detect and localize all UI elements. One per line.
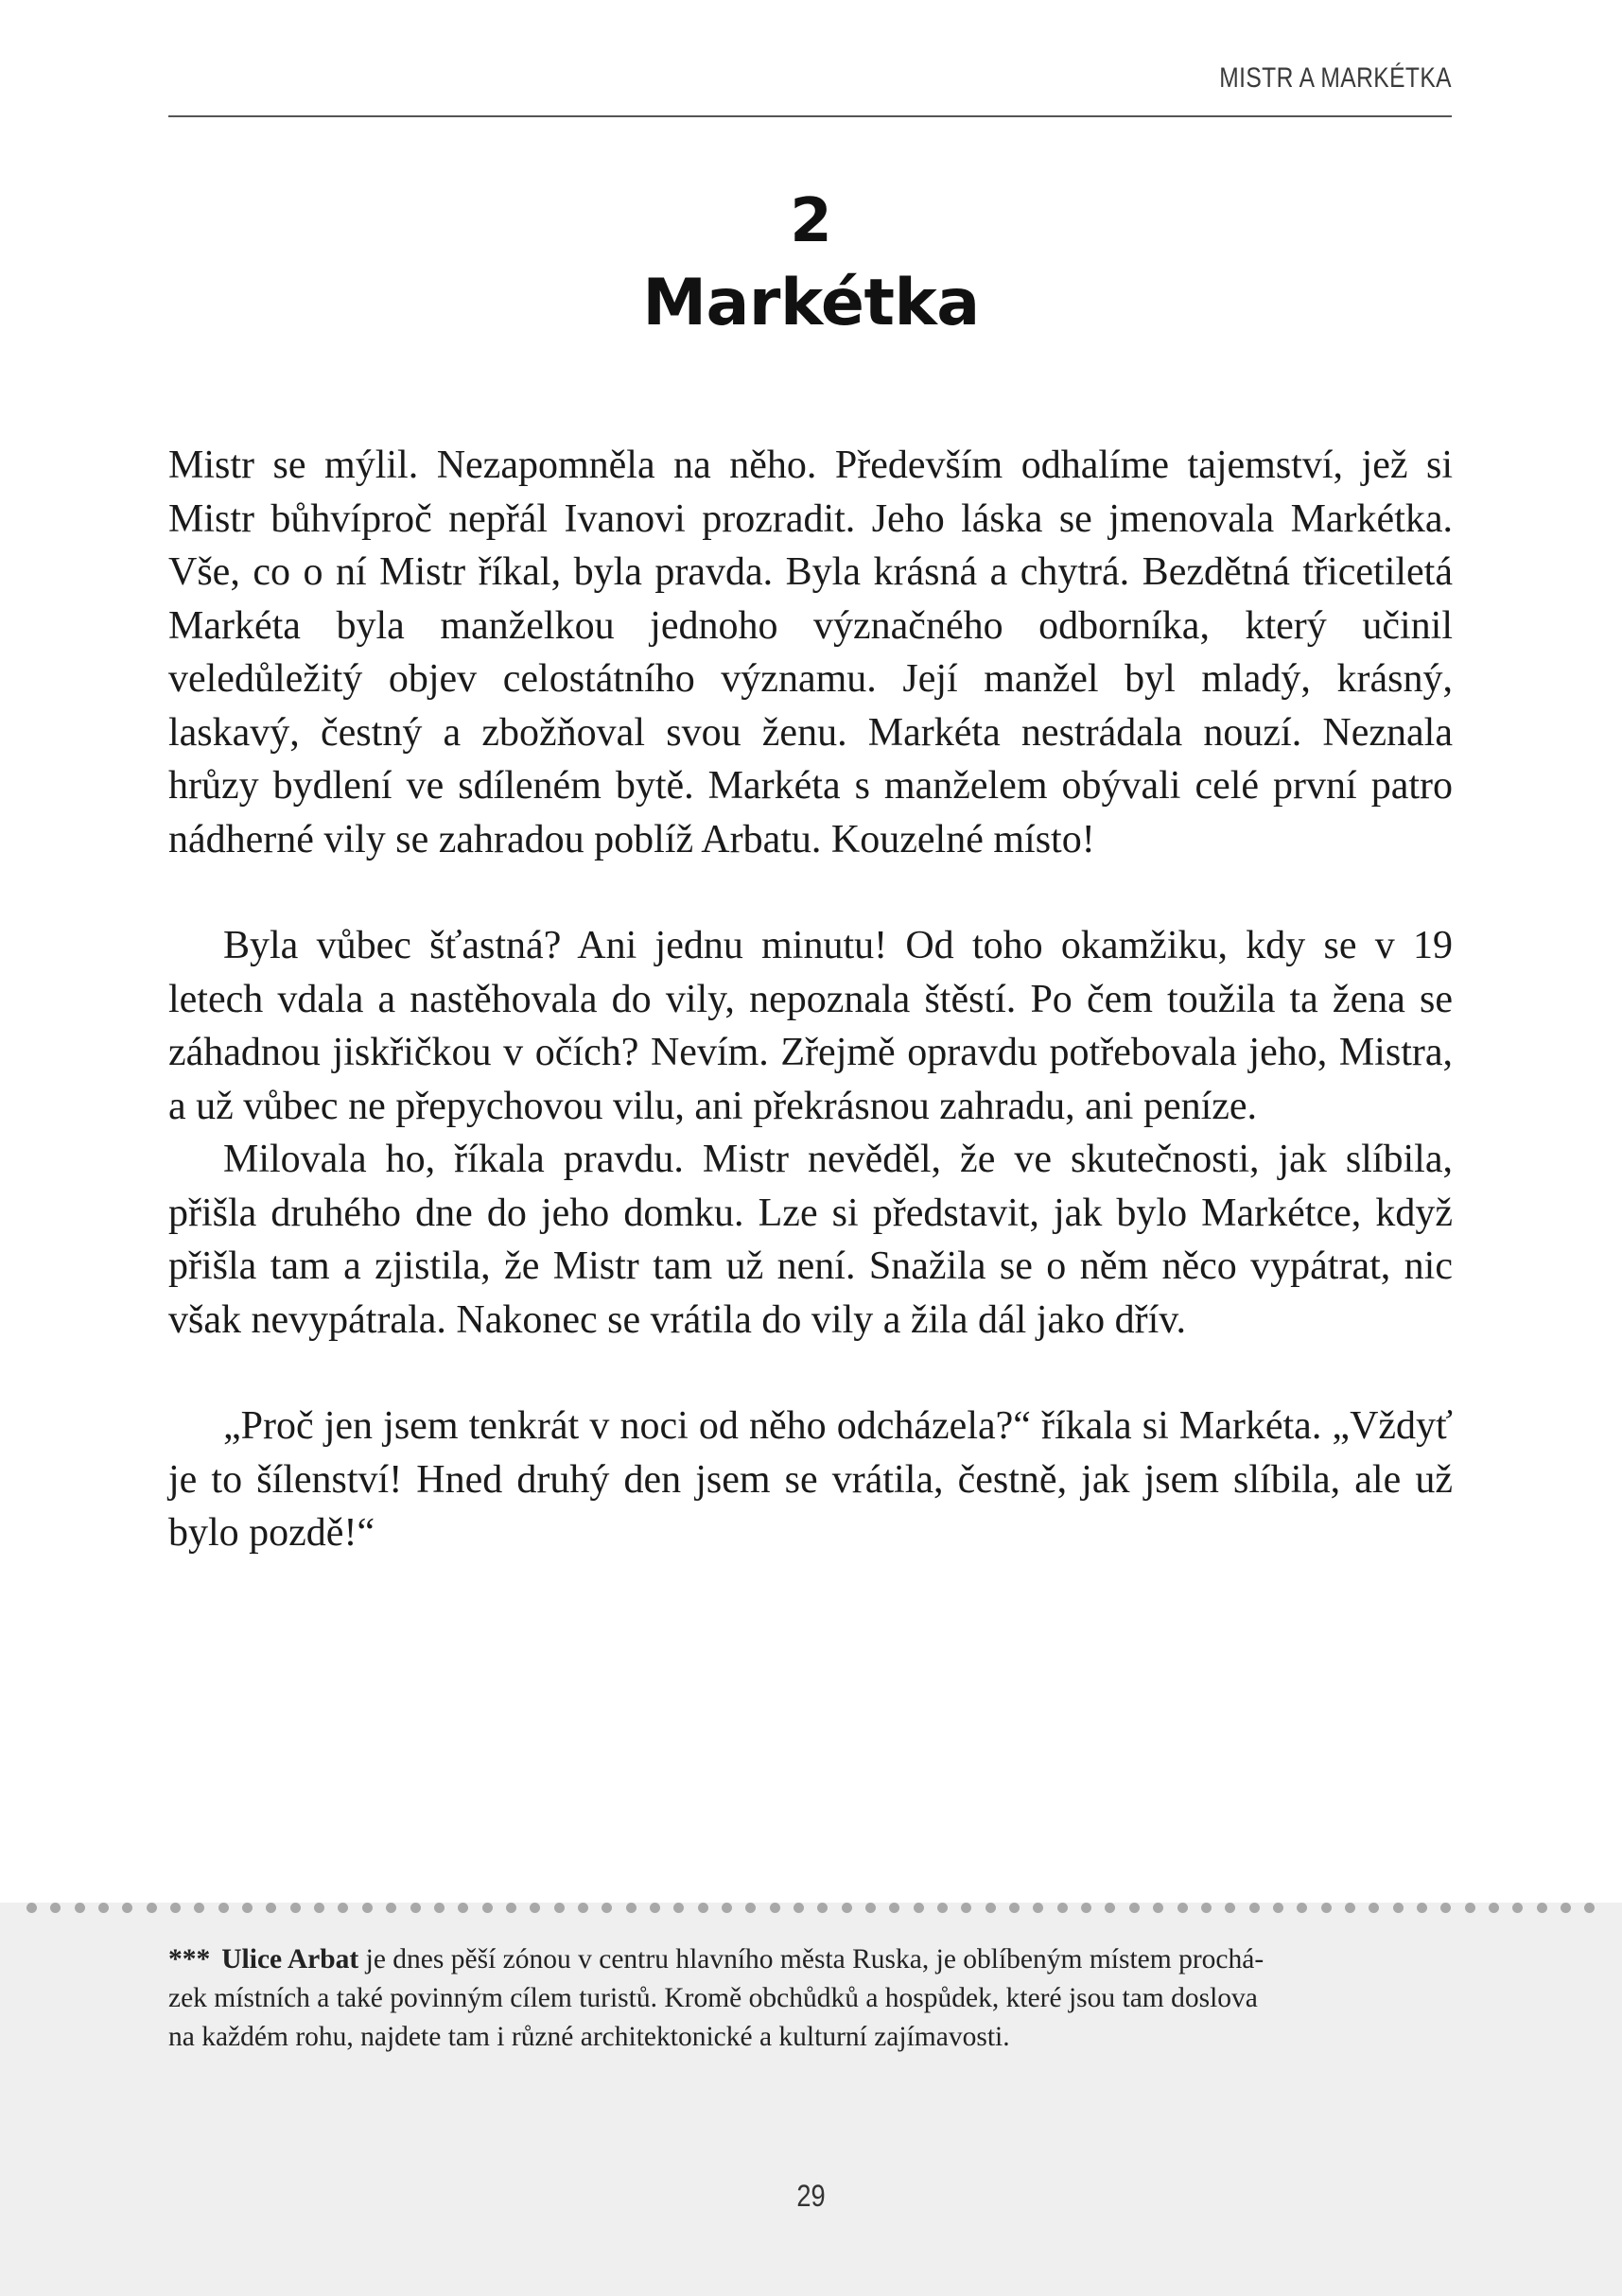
divider-dot — [722, 1903, 732, 1913]
divider-dot — [1321, 1903, 1332, 1913]
divider-dot — [578, 1903, 588, 1913]
body-text — [168, 439, 1453, 1560]
chapter-heading — [0, 182, 1622, 346]
dotted-divider — [0, 1903, 1622, 1918]
divider-dot — [147, 1903, 157, 1913]
divider-dot — [1561, 1903, 1571, 1913]
footnote-term: Ulice Arbat — [221, 1944, 359, 1974]
divider-dot — [1297, 1903, 1307, 1913]
divider-dot — [1440, 1903, 1451, 1913]
footnote-marker: *** — [168, 1944, 211, 1974]
footnote-line-2: zek místních a také povinným cílem turistů. Kromě obchůdků a hospůdek, které jsou tam doslova — [168, 1983, 1258, 2013]
divider-dot — [506, 1903, 516, 1913]
divider-dot — [673, 1903, 684, 1913]
divider-dot — [194, 1903, 204, 1913]
running-head-title: MISTR A MARKÉTKA — [1219, 62, 1452, 94]
divider-dot — [1249, 1903, 1260, 1913]
divider-dot — [1009, 1903, 1020, 1913]
divider-dot — [889, 1903, 899, 1913]
divider-dot — [1225, 1903, 1235, 1913]
divider-dot — [266, 1903, 276, 1913]
divider-dot — [1345, 1903, 1355, 1913]
divider-dot — [290, 1903, 301, 1913]
divider-dot — [1201, 1903, 1212, 1913]
divider-dot — [770, 1903, 780, 1913]
divider-dot — [458, 1903, 468, 1913]
divider-dot — [1033, 1903, 1043, 1913]
divider-dot — [698, 1903, 708, 1913]
page-number: 29 — [796, 2179, 826, 2213]
divider-dot — [817, 1903, 828, 1913]
header-divider — [168, 115, 1452, 117]
divider-dot — [530, 1903, 540, 1913]
footnote — [168, 1940, 1436, 2057]
divider-dot — [1489, 1903, 1499, 1913]
paragraph-gap — [168, 866, 1453, 919]
divider-dot — [242, 1903, 253, 1913]
divider-dot — [794, 1903, 804, 1913]
divider-dot — [961, 1903, 971, 1913]
divider-dot — [1177, 1903, 1188, 1913]
paragraph-gap — [168, 1347, 1453, 1400]
divider-dot — [170, 1903, 181, 1913]
divider-dot — [602, 1903, 612, 1913]
divider-dot — [1393, 1903, 1404, 1913]
divider-dot — [1081, 1903, 1091, 1913]
divider-dot — [1537, 1903, 1547, 1913]
divider-dot — [1512, 1903, 1523, 1913]
divider-dot — [1105, 1903, 1115, 1913]
divider-dot — [1057, 1903, 1068, 1913]
divider-dot — [482, 1903, 493, 1913]
paragraph-4: „Proč jen jsem tenkrát v noci od něho odcházela?“ říkala si Markéta. „Vždyť je to šílenství! Hned druhý den jsem se vrátila, čestně, jak jsem slíbila, ale už bylo pozdě!“ — [168, 1404, 1453, 1555]
divider-dot — [842, 1903, 852, 1913]
divider-dot — [626, 1903, 637, 1913]
footnote-line-1 — [168, 1940, 1436, 1979]
divider-dot — [26, 1903, 37, 1913]
divider-dot — [50, 1903, 61, 1913]
divider-dot — [98, 1903, 109, 1913]
paragraph-2: Byla vůbec šťastná? Ani jednu minutu! Od toho okamžiku, kdy se v 19 letech vdala a nastěhovala do vily, nepoznala štěstí. Po čem toužila ta žena se záhadnou jiskřičkou v očích? Nevím. Zřejmě opravdu potřebovala jeho, Mistra, a už vůbec ne přepychovou vilu, ani překrásnou zahradu, ani peníze. — [168, 924, 1453, 1128]
divider-dot — [985, 1903, 996, 1913]
chapter-title: Markétka — [642, 266, 980, 340]
divider-dot — [75, 1903, 85, 1913]
divider-dot — [1369, 1903, 1379, 1913]
divider-dot — [1417, 1903, 1427, 1913]
divider-dot — [1153, 1903, 1163, 1913]
chapter-number: 2 — [790, 186, 832, 256]
divider-dot — [865, 1903, 876, 1913]
divider-dot — [914, 1903, 924, 1913]
divider-dot — [314, 1903, 324, 1913]
divider-dot — [554, 1903, 565, 1913]
divider-dot — [410, 1903, 421, 1913]
footnote-text-1: je dnes pěší zónou v centru hlavního města Ruska, je oblíbeným místem prochá- — [365, 1944, 1264, 1974]
divider-dot — [1273, 1903, 1283, 1913]
divider-dot — [338, 1903, 348, 1913]
divider-dot — [386, 1903, 396, 1913]
divider-dot — [122, 1903, 132, 1913]
divider-dot — [1465, 1903, 1475, 1913]
divider-dot — [218, 1903, 229, 1913]
divider-dot — [434, 1903, 445, 1913]
divider-dot — [650, 1903, 660, 1913]
divider-dot — [937, 1903, 948, 1913]
divider-dot — [1129, 1903, 1140, 1913]
divider-dot — [745, 1903, 756, 1913]
paragraph-1: Mistr se mýlil. Nezapomněla na něho. Především odhalíme tajemství, jež si Mistr bůhvíproč nepřál Ivanovi prozradit. Jeho láska se jmenovala Markétka. Vše, co o ní Mistr říkal, byla pravda. Byla krásná a chytrá. Bezdětná třicetiletá Markéta byla manželkou jednoho význačného odborníka, který učinil veledůležitý objev celostátního významu. Její manžel byl mladý, krásný, laskavý, čestný a zbožňoval svou ženu. Markéta nestrádala nouzí. Neznala hrůzy bydlení ve sdíleném bytě. Markéta s manželem obývali celé první patro nádherné vily se zahradou poblíž Arbatu. Kouzelné místo! — [168, 444, 1453, 861]
divider-dot — [1584, 1903, 1595, 1913]
footnote-line-3: na každém rohu, najdete tam i různé architektonické a kulturní zajímavosti. — [168, 2022, 1010, 2052]
paragraph-3: Milovala ho, říkala pravdu. Mistr nevěděl, že ve skutečnosti, jak slíbila, přišla druhého dne do jeho domku. Lze si představit, jak bylo Markétce, když přišla tam a zjistila, že Mistr tam už není. Snažila se o něm něco vypátrat, nic však nevypátrala. Nakonec se vrátila do vily a žila dál jako dřív. — [168, 1138, 1453, 1342]
divider-dot — [362, 1903, 373, 1913]
